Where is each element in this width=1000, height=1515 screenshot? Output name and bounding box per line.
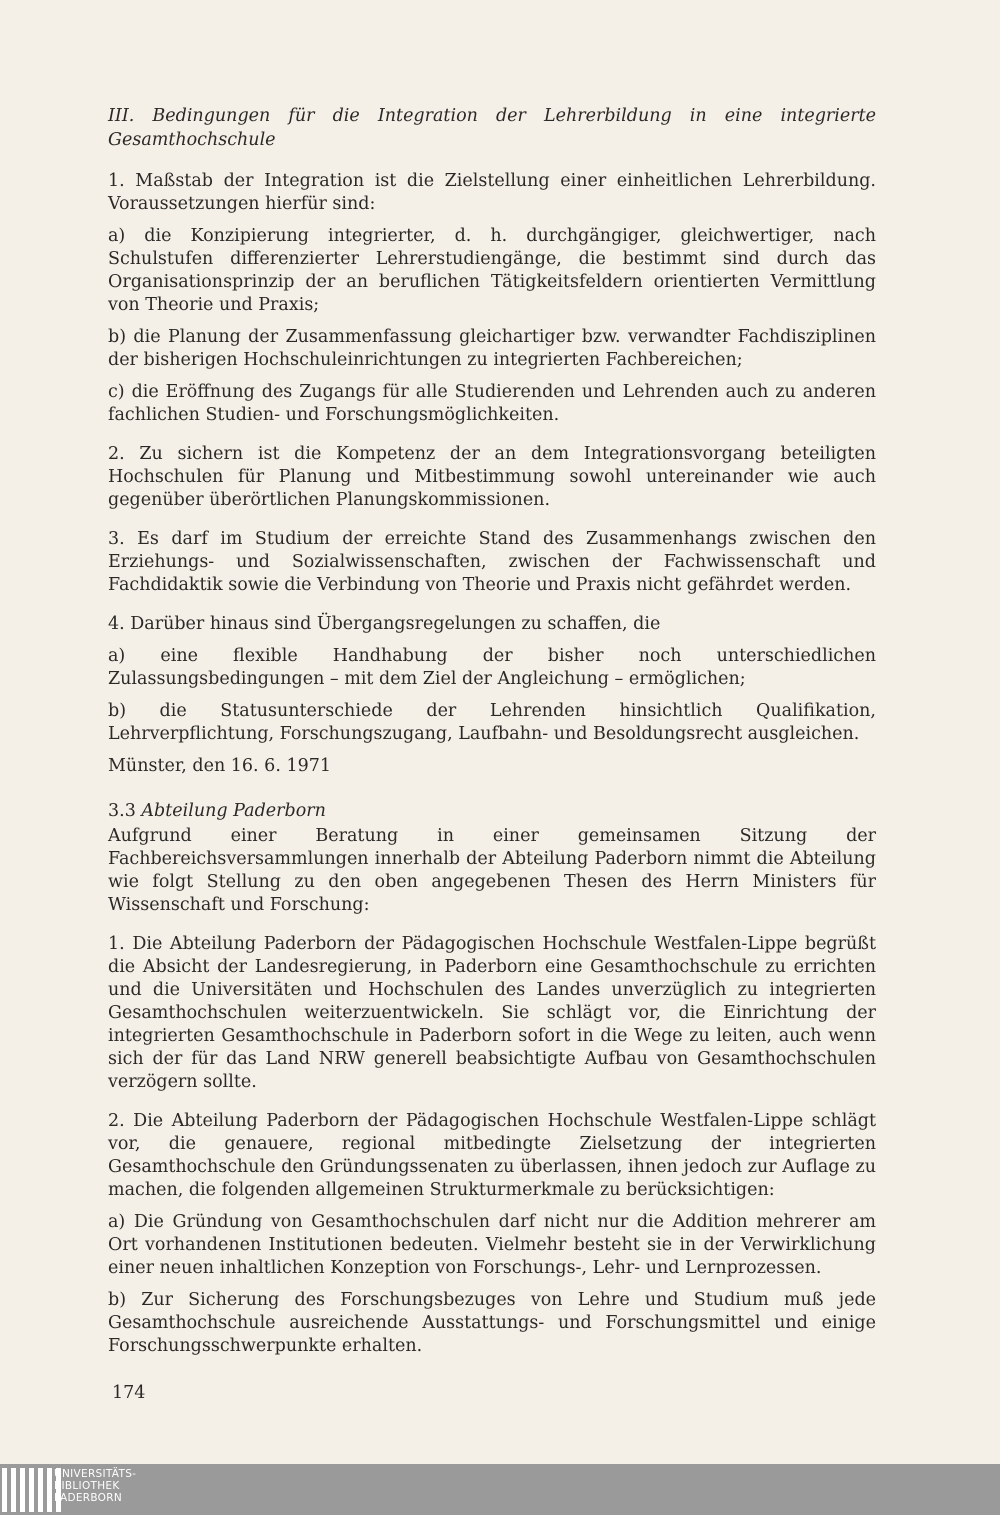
paragraph-1b: b) die Planung der Zusammenfassung gleichartiger bzw. verwandter Fachdisziplinen der bisherigen Hochschuleinrichtungen zu integrierten Fachbereichen; <box>108 327 876 370</box>
paragraph-4a: a) eine flexible Handhabung der bisher noch unterschiedlichen Zulassungsbedingungen – mit dem Ziel der Angleichung – ermöglichen; <box>108 646 876 689</box>
section-point-2: 2. Die Abteilung Paderborn der Pädagogischen Hochschule Westfalen-Lippe schlägt vor, die genauere, regional mitbedingte Zielsetzung der integrierten Gesamthochschule den Gründungssenaten zu überlassen, ihnen jedoch zur Auflage zu machen, die folgenden allgemeinen Strukturmerkmale zu berücksichtigen: <box>108 1111 876 1200</box>
paragraph-4b: b) die Statusunterschiede der Lehrenden hinsichtlich Qualifikation, Lehrverpflichtung, Forschungszugang, Laufbahn- und Besoldungsrecht ausgleichen. <box>108 701 876 744</box>
section-point-2b: b) Zur Sicherung des Forschungsbezuges von Lehre und Studium muß jede Gesamthochschule ausreichende Ausstattungs- und Forschungsmittel und einige Forschungsschwerpunkte erhalten. <box>108 1290 876 1356</box>
paragraph-1: 1. Maßstab der Integration ist die Zielstellung einer einheitlichen Lehrerbildung. Voraussetzungen hierfür sind: <box>108 171 876 214</box>
library-name-line1: UNIVERSITÄTS- <box>54 1468 137 1480</box>
library-name-line3: PADERBORN <box>54 1492 122 1504</box>
library-name-line2: BIBLIOTHEK <box>54 1480 120 1492</box>
library-logo-icon <box>2 1468 61 1512</box>
library-name <box>54 1468 136 1504</box>
date-line: Münster, den 16. 6. 1971 <box>108 756 331 776</box>
paragraph-1c: c) die Eröffnung des Zugangs für alle Studierenden und Lehrenden auch zu anderen fachlichen Studien- und Forschungsmöglichkeiten. <box>108 382 876 425</box>
library-footer <box>0 1464 1000 1515</box>
page-number: 174 <box>112 1383 146 1403</box>
page-content <box>108 104 876 1367</box>
section-heading-iii: III. Bedingungen für die Integration der Lehrerbildung in eine integrierte Gesamthochschule <box>108 106 876 150</box>
section-point-1: 1. Die Abteilung Paderborn der Pädagogischen Hochschule Westfalen-Lippe begrüßt die Absicht der Landesregierung, in Paderborn eine Gesamthochschule zu errichten und die Universitäten und Hochschulen des Landes unverzüglich zu integrierten Gesamthochschulen weiterzuentwickeln. Sie schlägt vor, die Einrichtung der integrierten Gesamthochschule in Paderborn sofort in die Wege zu leiten, auch wenn sich der für das Land NRW generell beabsichtigte Aufbau von Gesamthochschulen verzögern sollte. <box>108 934 876 1092</box>
section-title: Abteilung Paderborn <box>141 801 326 821</box>
section-number: 3.3 <box>108 801 136 821</box>
paragraph-3: 3. Es darf im Studium der erreichte Stand des Zusammenhangs zwischen den Erziehungs- und Sozialwissenschaften, zwischen der Fachwissenschaft und Fachdidaktik sowie die Verbindung von Theorie und Praxis nicht gefährdet werden. <box>108 529 876 595</box>
section-intro: Aufgrund einer Beratung in einer gemeinsamen Sitzung der Fachbereichsversammlungen innerhalb der Abteilung Paderborn nimmt die Abteilung wie folgt Stellung zu den oben angegebenen Thesen des Herrn Ministers für Wissenschaft und Forschung: <box>108 826 876 915</box>
paragraph-4: 4. Darüber hinaus sind Übergangsregelungen zu schaffen, die <box>108 614 661 634</box>
section-point-2a: a) Die Gründung von Gesamthochschulen darf nicht nur die Addition mehrerer am Ort vorhandenen Institutionen bedeuten. Vielmehr besteht sie in der Verwirklichung einer neuen inhaltlichen Konzeption von Forschungs-, Lehr- und Lernprozessen. <box>108 1212 876 1278</box>
section-heading-3-3 <box>108 800 876 823</box>
paragraph-1a: a) die Konzipierung integrierter, d. h. durchgängiger, gleichwertiger, nach Schulstufen differenzierter Lehrerstudiengänge, die bestimmt sind durch das Organisationsprinzip der an beruflichen Tätigkeitsfeldern orientierten Vermittlung von Theorie und Praxis; <box>108 226 876 315</box>
paragraph-2: 2. Zu sichern ist die Kompetenz der an dem Integrationsvorgang beteiligten Hochschulen für Planung und Mitbestimmung sowohl untereinander wie auch gegenüber überörtlichen Planungskommissionen. <box>108 444 876 510</box>
